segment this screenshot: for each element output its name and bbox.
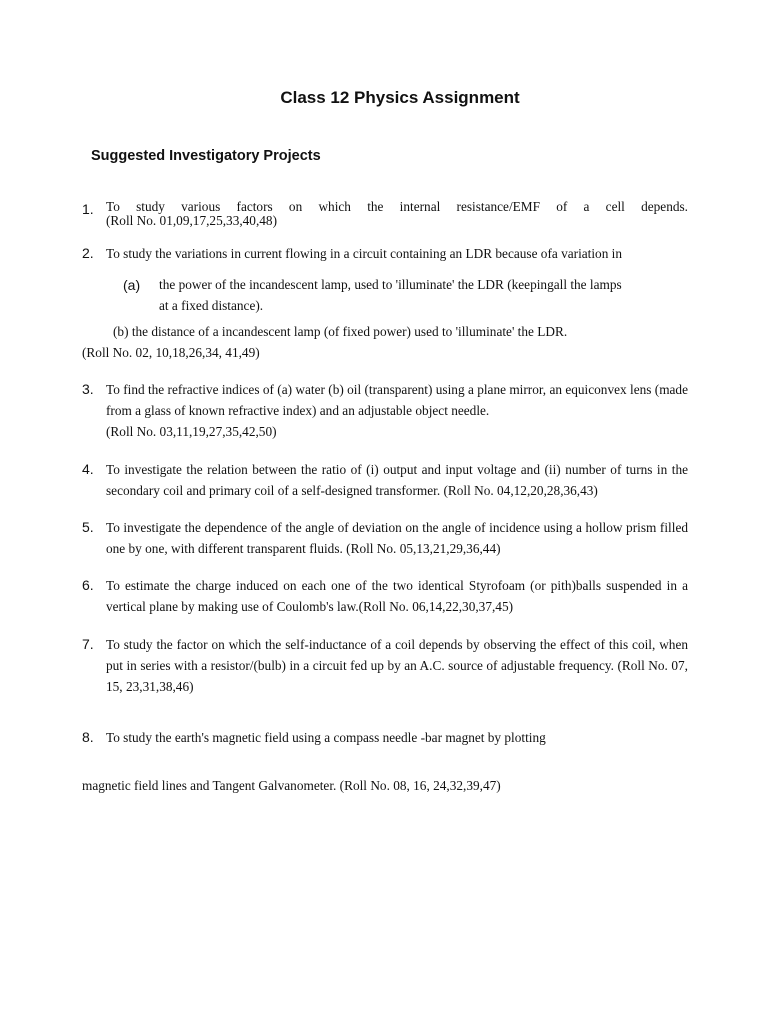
- sub-item-text-continued: at a fixed distance).: [159, 298, 264, 313]
- item-number: 6.: [82, 577, 94, 593]
- item-text-continued: magnetic field lines and Tangent Galvanometer. (Roll No. 08, 16, 24,32,39,47): [82, 778, 501, 793]
- sub-item-label: (a): [123, 277, 141, 293]
- item-text: To estimate the charge induced on each one of the two identical Styrofoam (or pith)balls suspended in a vertical plane by making use of Coulomb's law.(Roll No. 06,14,22,30,37,45): [106, 578, 688, 614]
- page-title: Class 12 Physics Assignment: [280, 88, 520, 107]
- item-text: To study various factors on which the internal resistance/EMF of a cell depends.: [106, 199, 688, 214]
- sub-item-text: the power of the incandescent lamp, used to 'illuminate' the LDR (keepingall the lamps: [159, 277, 622, 292]
- item-number: 2.: [82, 245, 94, 261]
- item-number: 5.: [82, 519, 94, 535]
- sub-item-b: (b) the distance of a incandescent lamp (of fixed power) used to 'illuminate' the LDR.: [113, 324, 568, 339]
- item-roll: (Roll No. 03,11,19,27,35,42,50): [106, 424, 277, 439]
- item-roll: (Roll No. 01,09,17,25,33,40,48): [106, 213, 278, 228]
- item-number: 4.: [82, 461, 94, 477]
- item-number: 3.: [82, 381, 94, 397]
- item-text: To study the factor on which the self-inductance of a coil depends by observing the effect of this coil, when put in series with a resistor/(bulb) in a circuit fed up by an A.C. source of adjustable frequency. (Roll No. 07, 15, 23,31,38,46): [106, 637, 688, 694]
- item-text: To study the variations in current flowing in a circuit containing an LDR because ofa variation in: [106, 246, 623, 261]
- item-text: To investigate the dependence of the angle of deviation on the angle of incidence using a hollow prism filled one by one, with different transparent fluids. (Roll No. 05,13,21,29,36,44): [106, 520, 688, 556]
- item-text: To study the earth's magnetic field using a compass needle -bar magnet by plotting: [106, 730, 546, 745]
- item-number: 1.: [82, 201, 94, 217]
- item-text: To investigate the relation between the ratio of (i) output and input voltage and (ii) number of turns in the secondary coil and primary coil of a self-designed transformer. (Roll No. 04,12,20,28,36,43): [106, 462, 688, 498]
- item-roll: (Roll No. 02, 10,18,26,34, 41,49): [82, 345, 260, 360]
- item-text: To find the refractive indices of (a) water (b) oil (transparent) using a plane mirror, an equiconvex lens (made from a glass of known refractive index) and an adjustable object needle.: [106, 382, 688, 418]
- item-number: 8.: [82, 729, 94, 745]
- item-number: 7.: [82, 636, 94, 652]
- section-heading: Suggested Investigatory Projects: [91, 148, 321, 164]
